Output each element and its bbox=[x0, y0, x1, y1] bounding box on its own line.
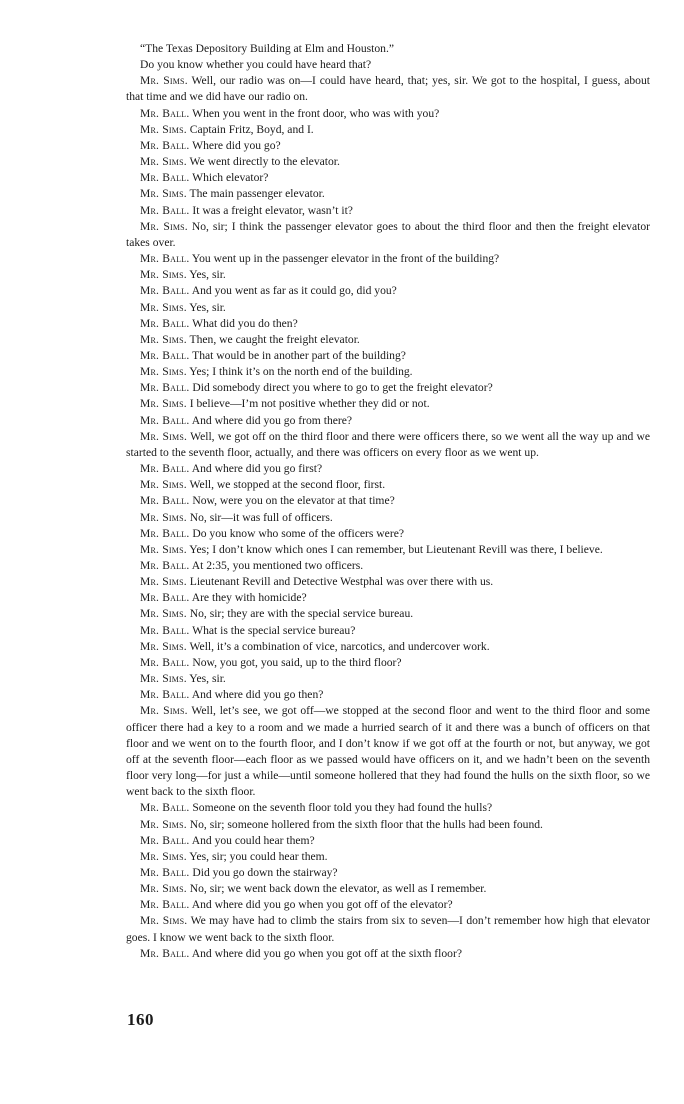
speaker-name: Mr. Sims. bbox=[140, 639, 187, 653]
speaker-name: Mr. Sims. bbox=[140, 542, 187, 556]
speech-text: Someone on the seventh floor told you they had found the hulls? bbox=[192, 801, 493, 815]
testimony-paragraph bbox=[126, 267, 650, 283]
testimony-paragraph bbox=[126, 429, 650, 461]
speaker-name: Mr. Sims. bbox=[140, 332, 187, 346]
testimony-paragraph bbox=[126, 881, 650, 897]
speech-text: We went directly to the elevator. bbox=[189, 155, 340, 169]
testimony-paragraph bbox=[126, 817, 650, 833]
speaker-name: Mr. Sims. bbox=[140, 74, 188, 88]
speaker-name: Mr. Sims. bbox=[140, 429, 188, 443]
testimony-paragraph bbox=[126, 590, 650, 606]
testimony-paragraph bbox=[126, 558, 650, 574]
testimony-paragraph bbox=[126, 510, 650, 526]
speech-text: Well, let’s see, we got off—we stopped at the second floor and went to the third floor and some officer there had a key to a room and we made a hurried search of it and there was a bunch of officers on that floor and we went on to the fourth floor, and I don’t know if we got off at the fourth or not, but anyway, we got off at the seventh floor—each floor as we passed would have officers on it, and we hadn’t been on the seventh floor very long—for just a while—until someone hollered that they had found the hulls on the sixth floor, so we went back to the sixth floor. bbox=[126, 704, 650, 799]
speech-text: When you went in the front door, who was with you? bbox=[192, 106, 440, 120]
speaker-name: Mr. Ball. bbox=[140, 688, 190, 702]
speaker-name: Mr. Sims. bbox=[140, 849, 187, 863]
testimony-paragraph bbox=[126, 219, 650, 251]
testimony-paragraph bbox=[126, 671, 650, 687]
speech-text: What did you do then? bbox=[192, 316, 298, 330]
speech-text: Yes, sir. bbox=[189, 300, 226, 314]
speech-text: At 2:35, you mentioned two officers. bbox=[191, 559, 364, 572]
speaker-name: Mr. Ball. bbox=[140, 526, 190, 540]
testimony-paragraph bbox=[126, 865, 650, 881]
speech-text: No, sir—it was full of officers. bbox=[189, 510, 333, 524]
speaker-name: Mr. Ball. bbox=[140, 284, 190, 298]
testimony-paragraph bbox=[126, 73, 650, 105]
speaker-name: Mr. Ball. bbox=[140, 623, 190, 637]
speaker-name: Mr. Ball. bbox=[140, 833, 190, 847]
testimony-paragraph bbox=[126, 526, 650, 542]
speaker-name: Mr. Sims. bbox=[140, 704, 188, 718]
speech-text: You went up in the passenger elevator in the front of the building? bbox=[191, 252, 500, 266]
speaker-name: Mr. Sims. bbox=[140, 510, 187, 524]
speaker-name: Mr. Sims. bbox=[140, 187, 187, 201]
speech-text: Yes; I think it’s on the north end of the building. bbox=[189, 365, 413, 379]
speaker-name: Mr. Ball. bbox=[140, 348, 190, 362]
testimony-paragraph bbox=[126, 316, 650, 332]
speech-text: Where did you go? bbox=[192, 138, 281, 152]
testimony-paragraph bbox=[126, 170, 650, 186]
testimony-paragraph bbox=[126, 542, 650, 558]
speech-text: That would be in another part of the building? bbox=[192, 348, 406, 362]
speaker-name: Mr. Sims. bbox=[140, 397, 187, 411]
testimony-paragraph bbox=[126, 300, 650, 316]
speaker-name: Mr. Ball. bbox=[140, 655, 190, 669]
testimony-paragraph bbox=[126, 57, 650, 73]
speech-text: Yes, sir. bbox=[189, 268, 226, 282]
speaker-name: Mr. Ball. bbox=[140, 171, 190, 185]
speech-text: And where did you go when you got off of the elevator? bbox=[191, 898, 453, 912]
speech-text: And you could hear them? bbox=[191, 833, 315, 847]
testimony-paragraph bbox=[126, 800, 650, 816]
speech-text: No, sir; I think the passenger elevator goes to about the third floor and then the freight elevator takes over. bbox=[126, 219, 650, 249]
speech-text: We may have had to climb the stairs from six to seven—I don’t remember how high that elevator goes. I know we went back to the sixth floor. bbox=[126, 914, 650, 944]
testimony-paragraph bbox=[126, 413, 650, 429]
speech-text: What is the special service bureau? bbox=[192, 623, 356, 637]
speaker-name: Mr. Sims. bbox=[140, 672, 187, 686]
testimony-paragraph bbox=[126, 332, 650, 348]
speaker-name: Mr. Ball. bbox=[140, 381, 190, 395]
testimony-paragraph bbox=[126, 687, 650, 703]
speaker-name: Mr. Sims. bbox=[140, 478, 187, 492]
speaker-name: Mr. Sims. bbox=[140, 155, 187, 169]
testimony-paragraph bbox=[126, 461, 650, 477]
testimony-paragraph bbox=[126, 283, 650, 299]
testimony-paragraph bbox=[126, 186, 650, 202]
speech-text: I believe—I’m not positive whether they did or not. bbox=[189, 397, 430, 411]
speech-text: Are they with homicide? bbox=[191, 591, 307, 605]
speech-text: Lieutenant Revill and Detective Westphal was over there with us. bbox=[189, 575, 494, 589]
speaker-name: Mr. Ball. bbox=[140, 865, 190, 879]
speech-text: “The Texas Depository Building at Elm and Houston.” bbox=[140, 42, 394, 55]
speaker-name: Mr. Sims. bbox=[140, 219, 188, 233]
speech-text: Yes, sir. bbox=[189, 672, 226, 686]
speech-text: Now, were you on the elevator at that time? bbox=[192, 494, 395, 508]
speaker-name: Mr. Ball. bbox=[140, 316, 190, 330]
testimony-paragraph bbox=[126, 946, 650, 962]
testimony-paragraph bbox=[126, 154, 650, 170]
speech-text: Do you know who some of the officers were? bbox=[192, 526, 404, 540]
testimony-paragraph bbox=[126, 348, 650, 364]
speech-text: And where did you go from there? bbox=[191, 413, 353, 427]
speech-text: Yes; I don’t know which ones I can remember, but Lieutenant Revill was there, I believe. bbox=[189, 542, 603, 556]
speech-text: Then, we caught the freight elevator. bbox=[189, 332, 360, 346]
speaker-name: Mr. Ball. bbox=[140, 801, 190, 815]
testimony-paragraph bbox=[126, 41, 650, 57]
testimony-paragraph bbox=[126, 574, 650, 590]
testimony-paragraph bbox=[126, 203, 650, 219]
speaker-name: Mr. Ball. bbox=[140, 559, 190, 572]
speaker-name: Mr. Ball. bbox=[140, 413, 190, 427]
testimony-paragraph bbox=[126, 623, 650, 639]
speaker-name: Mr. Ball. bbox=[140, 252, 190, 266]
speech-text: Well, we got off on the third floor and there were officers there, so we went all the way up and we started to the seventh floor, actually, and there was officers on every floor as we went up. bbox=[126, 429, 650, 459]
testimony-paragraph bbox=[126, 703, 650, 800]
speaker-name: Mr. Sims. bbox=[140, 607, 187, 621]
testimony-paragraph bbox=[126, 606, 650, 622]
speaker-name: Mr. Ball. bbox=[140, 203, 190, 217]
testimony-paragraph bbox=[126, 396, 650, 412]
speech-text: And where did you go when you got off at the sixth floor? bbox=[191, 946, 462, 960]
testimony-paragraph bbox=[126, 122, 650, 138]
testimony-paragraph bbox=[126, 380, 650, 396]
speech-text: Now, you got, you said, up to the third floor? bbox=[192, 655, 402, 669]
speaker-name: Mr. Ball. bbox=[140, 591, 190, 605]
testimony-paragraph bbox=[126, 493, 650, 509]
speech-text: And where did you go then? bbox=[191, 688, 324, 702]
speaker-name: Mr. Sims. bbox=[140, 914, 188, 928]
speaker-name: Mr. Ball. bbox=[140, 106, 190, 120]
speech-text: No, sir; they are with the special service bureau. bbox=[189, 607, 414, 621]
speaker-name: Mr. Sims. bbox=[140, 300, 187, 314]
speech-text: Well, our radio was on—I could have heard, that; yes, sir. We got to the hospital, I guess, about that time and we did have our radio on. bbox=[126, 74, 650, 104]
testimony-paragraph bbox=[126, 477, 650, 493]
testimony-paragraph bbox=[126, 897, 650, 913]
testimony-paragraph bbox=[126, 849, 650, 865]
testimony-paragraph bbox=[126, 364, 650, 380]
testimony-paragraph bbox=[126, 138, 650, 154]
speech-text: Which elevator? bbox=[192, 171, 269, 185]
speech-text: Well, we stopped at the second floor, first. bbox=[189, 478, 386, 492]
testimony-paragraph bbox=[126, 251, 650, 267]
speech-text: Did you go down the stairway? bbox=[192, 865, 338, 879]
speech-text: Yes, sir; you could hear them. bbox=[189, 849, 328, 863]
transcript-page bbox=[126, 41, 650, 962]
speech-text: Well, it’s a combination of vice, narcotics, and undercover work. bbox=[189, 639, 490, 653]
speaker-name: Mr. Sims. bbox=[140, 268, 187, 282]
testimony-paragraph bbox=[126, 913, 650, 945]
speech-text: It was a freight elevator, wasn’t it? bbox=[192, 203, 353, 217]
speaker-name: Mr. Sims. bbox=[140, 365, 187, 379]
speaker-name: Mr. Ball. bbox=[140, 494, 190, 508]
speaker-name: Mr. Sims. bbox=[140, 575, 187, 589]
speaker-name: Mr. Ball. bbox=[140, 898, 190, 912]
speech-text: And where did you go first? bbox=[191, 462, 323, 476]
testimony-paragraph bbox=[126, 833, 650, 849]
speech-text: Captain Fritz, Boyd, and I. bbox=[189, 122, 314, 136]
testimony-paragraph bbox=[126, 655, 650, 671]
testimony-paragraph bbox=[126, 639, 650, 655]
page-number: 160 bbox=[127, 1010, 154, 1029]
speaker-name: Mr. Ball. bbox=[140, 946, 190, 960]
speaker-name: Mr. Ball. bbox=[140, 462, 190, 476]
speaker-name: Mr. Sims. bbox=[140, 817, 187, 831]
speech-text: Do you know whether you could have heard that? bbox=[140, 58, 372, 72]
speech-text: The main passenger elevator. bbox=[189, 187, 325, 201]
testimony-paragraph bbox=[126, 106, 650, 122]
speech-text: No, sir; we went back down the elevator, as well as I remember. bbox=[189, 882, 487, 896]
speaker-name: Mr. Sims. bbox=[140, 882, 187, 896]
speech-text: And you went as far as it could go, did you? bbox=[191, 284, 397, 298]
speech-text: Did somebody direct you where to go to get the freight elevator? bbox=[192, 381, 493, 395]
speaker-name: Mr. Ball. bbox=[140, 138, 190, 152]
speaker-name: Mr. Sims. bbox=[140, 122, 187, 136]
speech-text: No, sir; someone hollered from the sixth floor that the hulls had been found. bbox=[189, 817, 543, 831]
